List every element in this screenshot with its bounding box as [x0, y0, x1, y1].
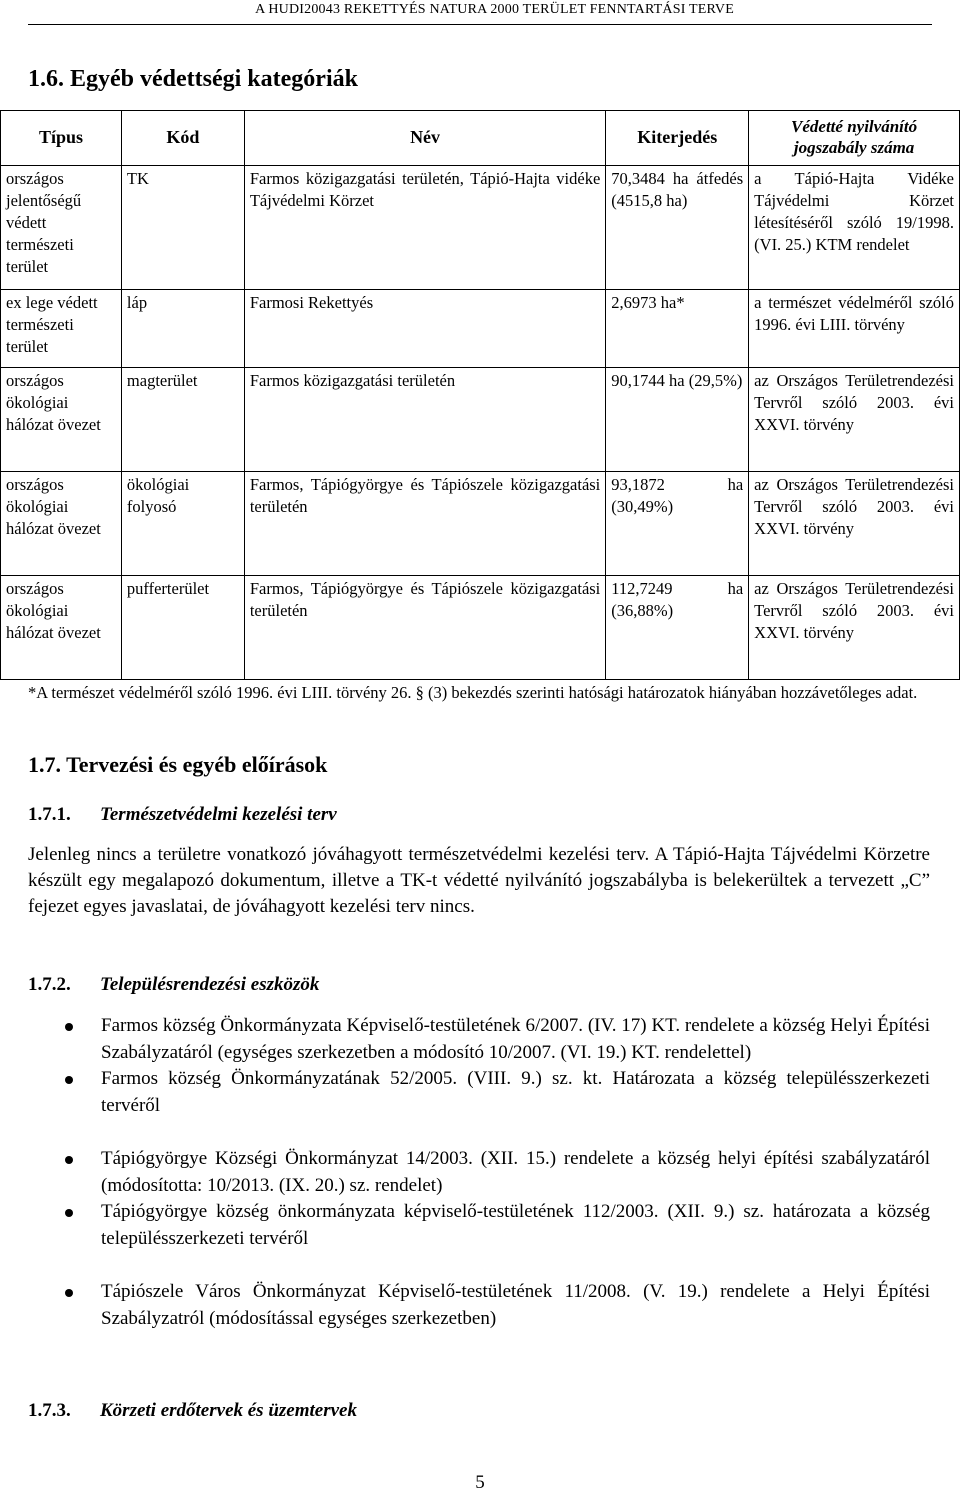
subsection-title: 1.7. Tervezési és egyéb előírások: [28, 752, 328, 777]
cell-extent: 112,7249 ha (36,88%): [606, 576, 749, 680]
subsection-title: Településrendezési eszközök: [100, 974, 320, 995]
subsection-number: 1.7.1.: [28, 804, 71, 825]
cell-extent: 2,6973 ha*: [606, 290, 749, 368]
cell-name: Farmosi Rekettyés: [244, 290, 605, 368]
cell-legal: az Országos Területrendezési Tervről szóló 2003. évi XXVI. törvény: [749, 576, 960, 680]
header-name: Név: [244, 111, 605, 166]
page-header: [0, 0, 960, 24]
section-title: 1.6. Egyéb védettségi kategóriák: [28, 66, 358, 92]
page-number: 5: [475, 1472, 485, 1493]
cell-code: pufferterület: [121, 576, 244, 680]
cell-extent: 70,3484 ha átfedés (4515,8 ha): [606, 166, 749, 290]
subsection-1-7-3-heading: [28, 1400, 357, 1422]
list-item: [28, 1013, 930, 1066]
table-row: [1, 576, 960, 680]
list-item-text: Tápiószele Város Önkormányzat Képviselő-testületének 11/2008. (V. 19.) rendelete a Helyi Építési Szabályzatról (módosítással egységes szerkezetben): [101, 1281, 930, 1329]
table-header-row: [1, 111, 960, 166]
subsection-1-7-1-heading: [28, 804, 337, 826]
cell-name: Farmos közigazgatási területén, Tápió-Hajta vidéke Tájvédelmi Körzet: [244, 166, 605, 290]
subsection-number: 1.7.2.: [28, 974, 71, 995]
header-type: Típus: [1, 111, 122, 166]
cell-name: Farmos közigazgatási területén: [244, 368, 605, 472]
cell-type: országos ökológiai hálózat övezet: [1, 472, 122, 576]
table-footnote: *A természet védelméről szóló 1996. évi LIII. törvény 26. § (3) bekezdés szerinti hatósági határozatok hiányában hozzávetőleges adat.: [28, 683, 918, 702]
bullet-icon: [65, 1289, 73, 1297]
list-item: [28, 1199, 930, 1252]
table-row: [1, 166, 960, 290]
protection-categories-table: [0, 110, 960, 680]
planning-instruments-list: [28, 1013, 930, 1332]
subsection-1-7-2-heading: [28, 974, 319, 996]
list-item: [28, 1279, 930, 1332]
management-plan-paragraph: Jelenleg nincs a területre vonatkozó jóváhagyott természetvédelmi kezelési terv. A Tápió-Hajta Tájvédelmi Körzetre készült egy megalapozó dokumentum, illetve a TK-t védetté nyilvánító jogszabályba is belekerültek a tervezett „C” fejezet egyes javaslatai, de jóváhagyott kezelési terv nincs.: [28, 844, 930, 917]
table-row: [1, 290, 960, 368]
header-legal: Védetté nyilvánító jogszabály száma: [749, 111, 960, 166]
bullet-icon: [65, 1023, 73, 1031]
list-item-text: Farmos község Önkormányzatának 52/2005. (VIII. 9.) sz. kt. Határozata a község településszerkezeti tervéről: [101, 1068, 930, 1116]
cell-legal: a Tápió-Hajta Vidéke Tájvédelmi Körzet létesítéséről szóló 19/1998. (VI. 25.) KTM rendelet: [749, 166, 960, 290]
header-title: A HUDI20043 REKETTYÉS NATURA 2000 TERÜLET FENNTARTÁSI TERVE: [255, 2, 734, 17]
cell-code: TK: [121, 166, 244, 290]
list-item: [28, 1146, 930, 1199]
cell-legal: az Országos Területrendezési Tervről szóló 2003. évi XXVI. törvény: [749, 472, 960, 576]
header-extent: Kiterjedés: [606, 111, 749, 166]
table-row: [1, 472, 960, 576]
cell-type: országos jelentőségű védett természeti terület: [1, 166, 122, 290]
cell-extent: 90,1744 ha (29,5%): [606, 368, 749, 472]
table-row: [1, 368, 960, 472]
header-code: Kód: [121, 111, 244, 166]
subsection-title: Természetvédelmi kezelési terv: [100, 804, 337, 825]
header-rule: [28, 24, 932, 25]
cell-type: ex lege védett természeti terület: [1, 290, 122, 368]
cell-extent: 93,1872 ha (30,49%): [606, 472, 749, 576]
cell-code: magterület: [121, 368, 244, 472]
bullet-icon: [65, 1156, 73, 1164]
cell-type: országos ökológiai hálózat övezet: [1, 368, 122, 472]
cell-name: Farmos, Tápiógyörgye és Tápiószele közigazgatási területén: [244, 472, 605, 576]
subsection-number: 1.7.3.: [28, 1400, 71, 1421]
cell-name: Farmos, Tápiógyörgye és Tápiószele közigazgatási területén: [244, 576, 605, 680]
bullet-icon: [65, 1209, 73, 1217]
list-item-text: Tápiógyörgye Községi Önkormányzat 14/2003. (XII. 15.) rendelete a község helyi építési szabályzatáról (módosította: 10/2013. (IX. 20.) sz. rendelet): [101, 1148, 930, 1196]
list-item: [28, 1066, 930, 1119]
list-item-text: Farmos község Önkormányzata Képviselő-testületének 6/2007. (IV. 17) KT. rendelete a község Helyi Építési Szabályzatáról (egységes szerkezetben a módosító 10/2007. (VI. 19.) KT. rendelettel): [101, 1015, 930, 1063]
cell-code: láp: [121, 290, 244, 368]
subsection-title: Körzeti erdőtervek és üzemtervek: [100, 1400, 357, 1421]
list-item-text: Tápiógyörgye község önkormányzata képviselő-testületének 112/2003. (XII. 9.) sz. határozata a község településszerkezeti tervéről: [101, 1201, 930, 1249]
cell-legal: az Országos Területrendezési Tervről szóló 2003. évi XXVI. törvény: [749, 368, 960, 472]
cell-type: országos ökológiai hálózat övezet: [1, 576, 122, 680]
cell-code: ökológiai folyosó: [121, 472, 244, 576]
bullet-icon: [65, 1076, 73, 1084]
cell-legal: a természet védelméről szóló 1996. évi LIII. törvény: [749, 290, 960, 368]
